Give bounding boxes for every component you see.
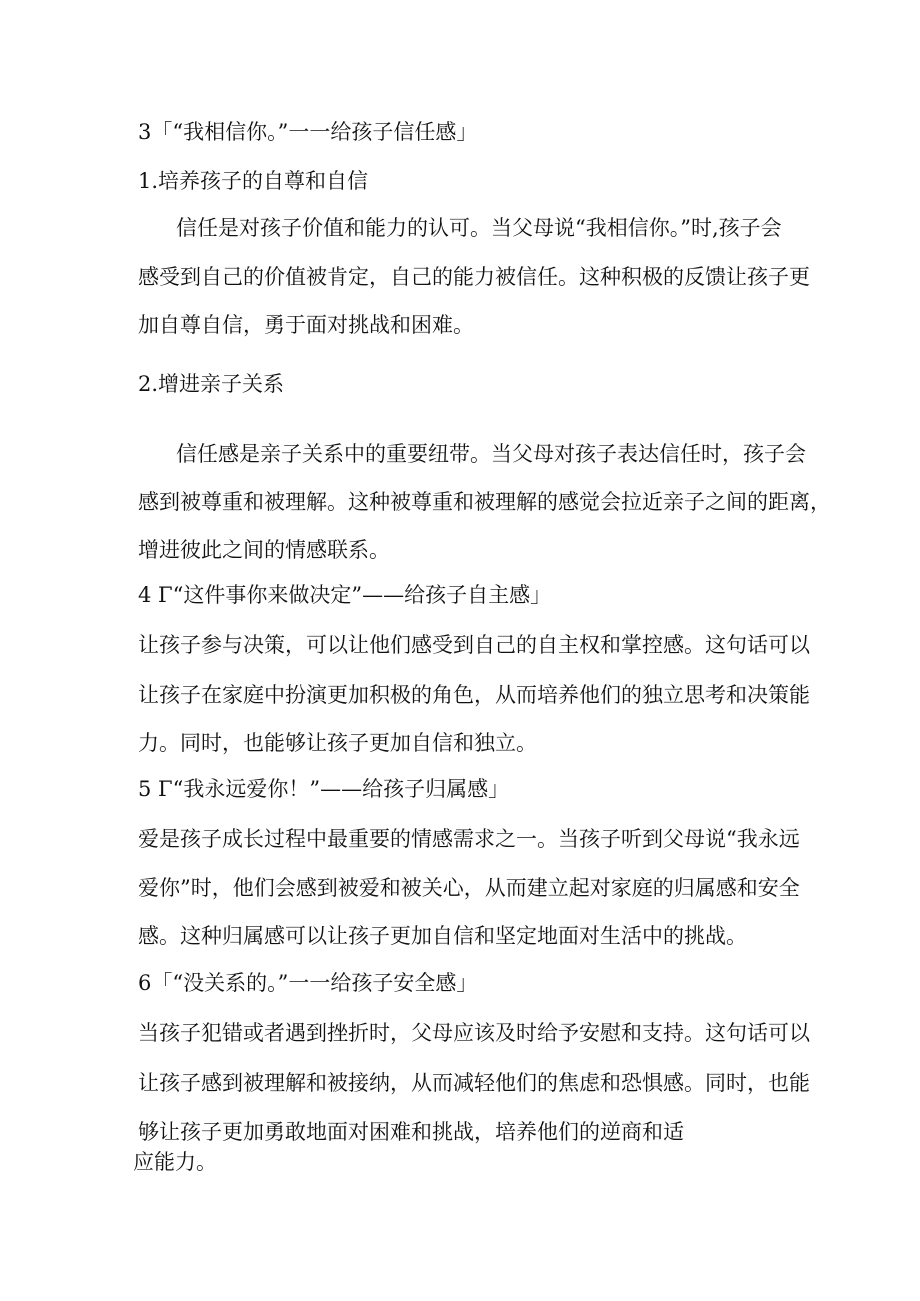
paragraph-line: 增进彼此之间的情感联系。 (138, 538, 390, 562)
paragraph-line: 信任感是亲子关系中的重要纽带。当父母对孩子表达信任时，孩子会 (176, 442, 806, 466)
paragraph-line: 感。这种归属感可以让孩子更加自信和坚定地面对生活中的挑战。 (138, 924, 747, 948)
section-heading-3: 3「“我相信你。”一一给孩子信任感」 (138, 120, 478, 144)
section-heading-4: 4 Γ“这件事你来做决定”——给孩子自主感」 (138, 583, 552, 607)
section-heading-5: 5 Γ“我永远爱你！”——给孩子归属感」 (138, 777, 510, 801)
paragraph-line: 力。同时，也能够让孩子更加自信和独立。 (138, 731, 537, 755)
section-heading-6: 6「“没关系的。”一一给孩子安全感」 (138, 971, 478, 995)
paragraph-line: 让孩子在家庭中扮演更加积极的角色，从而培养他们的独立思考和决策能 (138, 683, 810, 707)
paragraph-line: 感受到自己的价值被肯定，自己的能力被信任。这种积极的反馈让孩子更 (138, 265, 810, 289)
paragraph-line: 够让孩子更加勇敢地面对困难和挑战，培养他们的逆商和适 (138, 1120, 684, 1144)
paragraph-line: 加自尊自信，勇于面对挑战和困难。 (138, 313, 474, 337)
subsection-heading-2: 2.增进亲子关系 (138, 372, 285, 396)
paragraph-line: 感到被尊重和被理解。这种被尊重和被理解的感觉会拉近亲子之间的距离， (138, 490, 831, 514)
paragraph-line: 让孩子参与决策，可以让他们感受到自己的自主权和掌控感。这句话可以 (138, 633, 810, 657)
paragraph-line: 应能力。 (133, 1150, 217, 1174)
subsection-heading-1: 1.培养孩子的自尊和自信 (138, 169, 369, 193)
paragraph-line: 爱是孩子成长过程中最重要的情感需求之一。当孩子听到父母说“我永远 (138, 827, 800, 851)
paragraph-line: 让孩子感到被理解和被接纳，从而减轻他们的焦虑和恐惧感。同时，也能 (138, 1071, 810, 1095)
paragraph-line: 爱你”时，他们会感到被爱和被关心，从而建立起对家庭的归属感和安全 (138, 876, 800, 900)
paragraph-line: 信任是对孩子价值和能力的认可。当父母说“我相信你。”时,孩子会 (176, 216, 782, 240)
paragraph-line: 当孩子犯错或者遇到挫折时，父母应该及时给予安慰和支持。这句话可以 (138, 1021, 810, 1045)
